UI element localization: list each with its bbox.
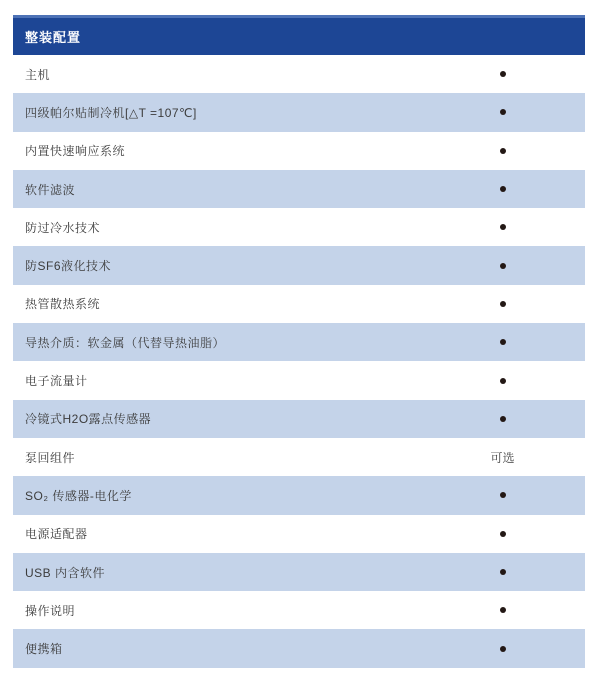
table-row bbox=[13, 93, 585, 131]
table-row bbox=[13, 400, 585, 438]
row-value bbox=[420, 71, 585, 77]
row-value bbox=[420, 378, 585, 384]
row-value bbox=[420, 224, 585, 230]
included-dot-icon bbox=[500, 71, 506, 77]
table-row bbox=[13, 208, 585, 246]
table-row bbox=[13, 323, 585, 361]
row-label: 主机 bbox=[25, 67, 51, 82]
included-dot-icon bbox=[500, 607, 506, 613]
included-dot-icon bbox=[500, 531, 506, 537]
row-label: 泵回组件 bbox=[25, 450, 76, 465]
row-value bbox=[420, 531, 585, 537]
included-dot-icon bbox=[500, 263, 506, 269]
included-dot-icon bbox=[500, 339, 506, 345]
row-label: 四级帕尔贴制冷机[△T =107℃] bbox=[25, 105, 197, 120]
row-value: 可选 bbox=[490, 450, 515, 465]
table-row bbox=[13, 285, 585, 323]
row-label: 防SF6液化技术 bbox=[25, 259, 112, 274]
table-row bbox=[13, 438, 585, 476]
row-label: 电源适配器 bbox=[25, 527, 88, 542]
table-body bbox=[13, 55, 585, 668]
row-label: 操作说明 bbox=[25, 603, 76, 618]
table-row bbox=[13, 132, 585, 170]
included-dot-icon bbox=[500, 186, 506, 192]
row-value bbox=[420, 148, 585, 154]
row-value bbox=[420, 186, 585, 192]
row-value bbox=[420, 492, 585, 498]
row-label: 内置快速响应系统 bbox=[25, 144, 126, 159]
row-value bbox=[420, 339, 585, 345]
table-row bbox=[13, 515, 585, 553]
row-label: 冷镜式H2O露点传感器 bbox=[25, 412, 152, 427]
row-label: 便携箱 bbox=[25, 642, 63, 657]
row-label: 热管散热系统 bbox=[25, 297, 101, 312]
table-row bbox=[13, 476, 585, 514]
row-value bbox=[420, 607, 585, 613]
row-value bbox=[420, 109, 585, 115]
table-title: 整装配置 bbox=[25, 30, 82, 45]
table-row bbox=[13, 629, 585, 667]
included-dot-icon bbox=[500, 109, 506, 115]
row-label: SO₂ 传感器-电化学 bbox=[25, 488, 132, 503]
row-label: 导热介质：软金属（代替导热油脂） bbox=[25, 335, 226, 350]
included-dot-icon bbox=[500, 492, 506, 498]
table-row bbox=[13, 591, 585, 629]
table-row bbox=[13, 361, 585, 399]
row-value bbox=[420, 301, 585, 307]
row-label: 防过冷水技术 bbox=[25, 220, 101, 235]
row-label: 软件滤波 bbox=[25, 182, 76, 197]
row-label: USB 内含软件 bbox=[25, 565, 106, 580]
included-dot-icon bbox=[500, 569, 506, 575]
row-value bbox=[420, 569, 585, 575]
table-row bbox=[13, 170, 585, 208]
table-row bbox=[13, 246, 585, 284]
row-value bbox=[420, 416, 585, 422]
included-dot-icon bbox=[500, 224, 506, 230]
row-value bbox=[420, 263, 585, 269]
included-dot-icon bbox=[500, 646, 506, 652]
table-header bbox=[13, 15, 585, 55]
included-dot-icon bbox=[500, 301, 506, 307]
table-row bbox=[13, 553, 585, 591]
included-dot-icon bbox=[500, 416, 506, 422]
spec-table bbox=[13, 15, 585, 668]
row-label: 电子流量计 bbox=[25, 374, 88, 389]
table-row bbox=[13, 55, 585, 93]
included-dot-icon bbox=[500, 378, 506, 384]
included-dot-icon bbox=[500, 148, 506, 154]
row-value bbox=[420, 646, 585, 652]
